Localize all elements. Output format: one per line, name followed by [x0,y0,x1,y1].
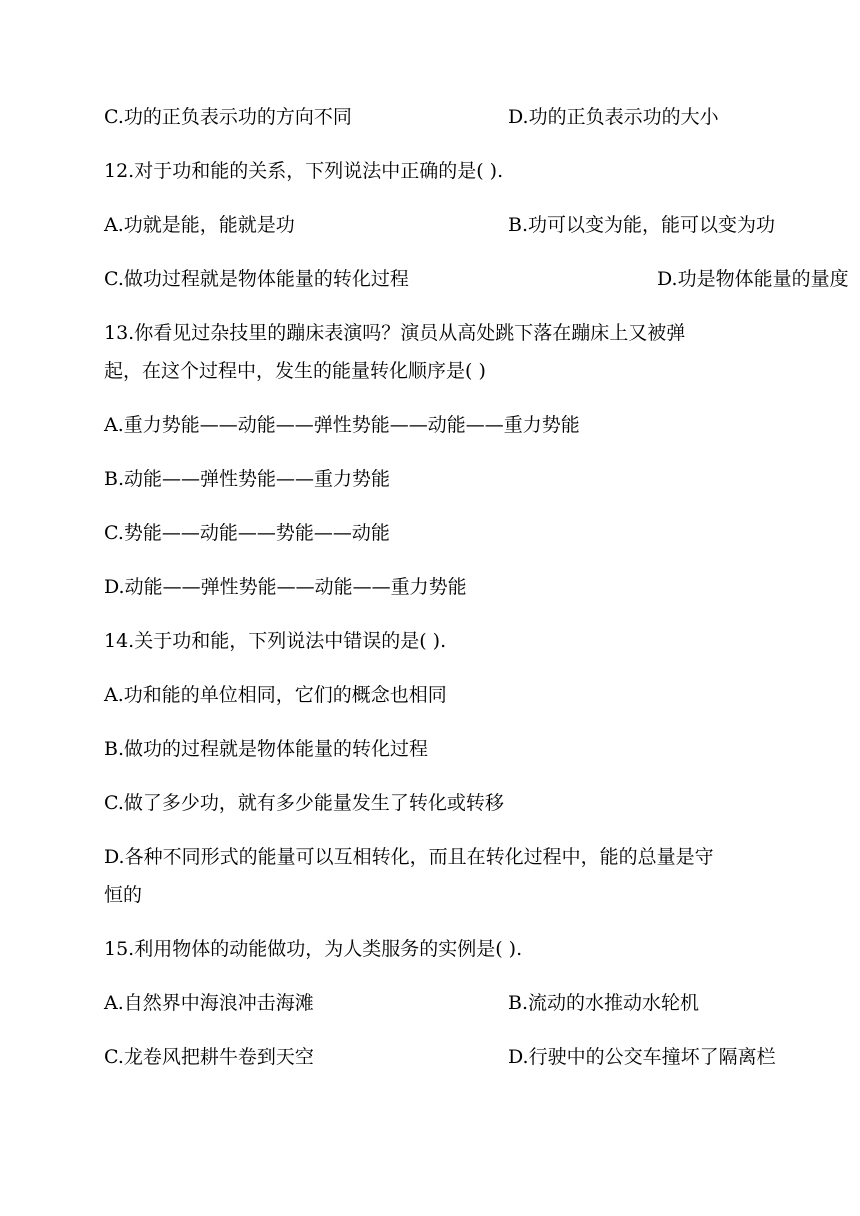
question-12: 12.对于功和能的关系，下列说法中正确的是( ). [104,160,504,182]
option-a: A.自然界中海浪冲击海滩 [104,992,314,1014]
q12-options-ab [104,211,776,239]
option-c: C.功的正负表示功的方向不同 [104,106,352,128]
question-14: 14.关于功和能，下列说法中错误的是( ). [104,630,447,652]
q13-option-b: B.动能——弹性势能——重力势能 [104,468,391,490]
option-a: A.功就是能，能就是功 [104,214,295,236]
q13-option-c: C.势能——动能——势能——动能 [104,522,390,544]
q13-option-a: A.重力势能——动能——弹性势能——动能——重力势能 [104,414,580,436]
option-d: D.行驶中的公交车撞坏了隔离栏 [508,1046,776,1068]
option-c: C.龙卷风把耕牛卷到天空 [104,1046,314,1068]
q11-options-cd [104,103,719,131]
question-13-line2: 起，在这个过程中，发生的能量转化顺序是( ) [104,360,486,382]
q14-option-b: B.做功的过程就是物体能量的转化过程 [104,738,429,760]
option-d: D.功是物体能量的量度 [657,268,849,290]
option-d: D.功的正负表示功的大小 [508,106,719,128]
q15-options-ab [104,989,700,1017]
q15-options-cd [104,1043,776,1071]
q14-option-d-line1: D.各种不同形式的能量可以互相转化，而且在转化过程中，能的总量是守 [104,846,714,868]
question-13-line1: 13.你看见过杂技里的蹦床表演吗？演员从高处跳下落在蹦床上又被弹 [104,322,686,344]
option-b: B.流动的水推动水轮机 [508,992,700,1014]
q14-option-c: C.做了多少功，就有多少能量发生了转化或转移 [104,792,504,814]
option-b: B.功可以变为能，能可以变为功 [508,214,776,236]
q13-option-d: D.动能——弹性势能——动能——重力势能 [104,576,467,598]
q14-option-d-line2: 恒的 [104,884,143,906]
question-15: 15.利用物体的动能做功，为人类服务的实例是( ). [104,938,523,960]
q14-option-a: A.功和能的单位相同，它们的概念也相同 [104,684,447,706]
option-c: C.做功过程就是物体能量的转化过程 [104,268,409,290]
q12-options-cd [104,265,849,293]
